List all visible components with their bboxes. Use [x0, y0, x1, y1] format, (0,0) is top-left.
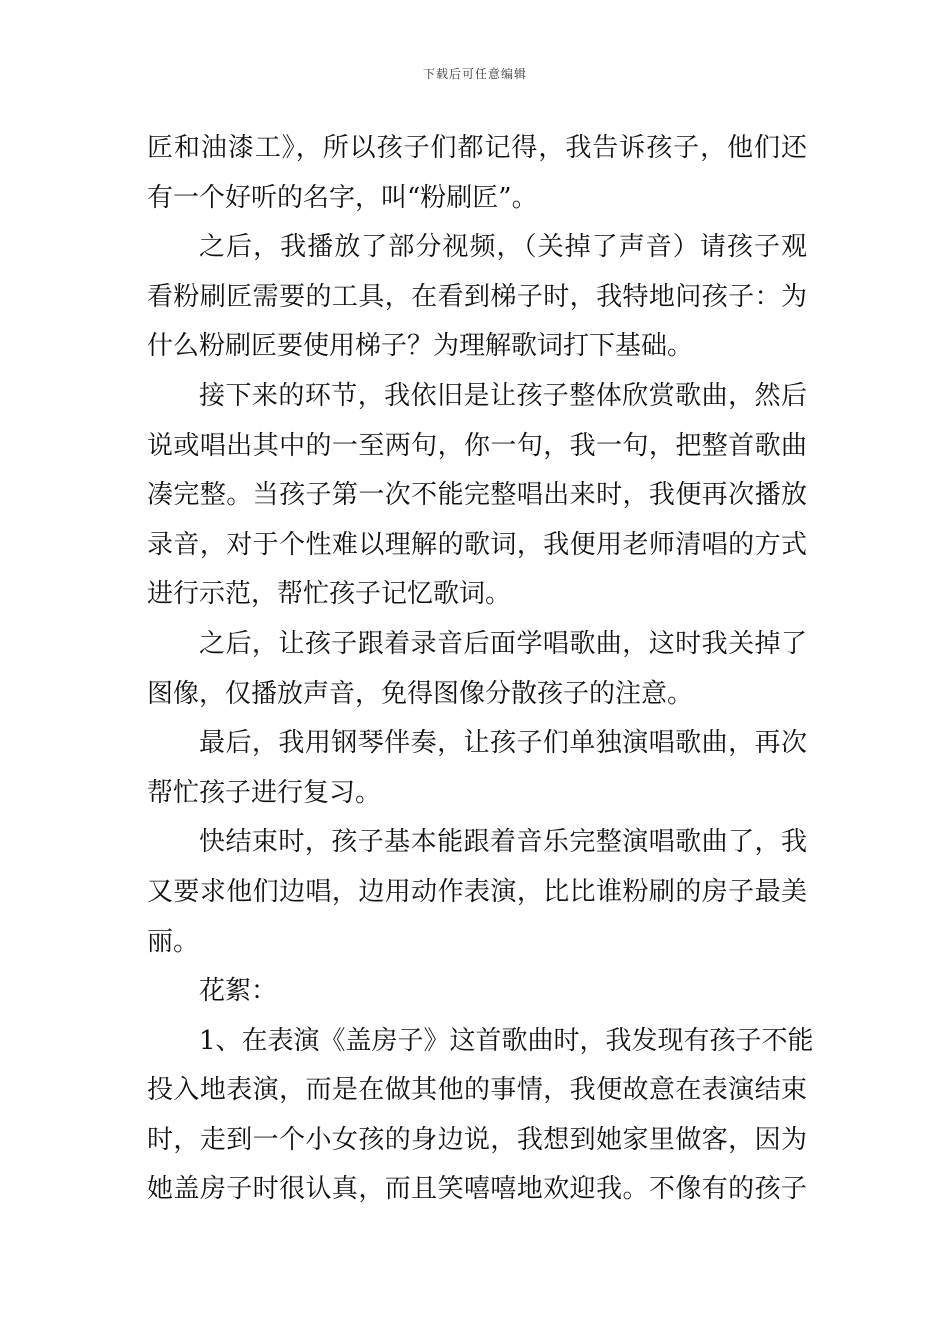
text-line: 之后，我播放了部分视频，（关掉了声音）请孩子观	[199, 232, 807, 263]
body-text	[147, 124, 814, 1215]
text-line: 帮忙孩子进行复习。	[147, 777, 382, 808]
text-line: 图像，仅播放声音，免得图像分散孩子的注意。	[147, 678, 694, 709]
text-line: 录音，对于个性难以理解的歌词，我便用老师清唱的方式	[147, 529, 807, 560]
text-line: 投入地表演，而是在做其他的事情，我便故意在表演结束	[147, 1075, 807, 1106]
text-line: 1、在表演《盖房子》这首歌曲时，我发现有孩子不能	[199, 1025, 814, 1056]
text-line: 时，走到一个小女孩的身边说，我想到她家里做客，因为	[147, 1124, 807, 1155]
text-line: 进行示范，帮忙孩子记忆歌词。	[147, 579, 512, 610]
text-line: 又要求他们边唱，边用动作表演，比比谁粉刷的房子最美	[147, 876, 807, 907]
text-line: 之后，让孩子跟着录音后面学唱歌曲，这时我关掉了	[199, 628, 807, 659]
text-line: 快结束时，孩子基本能跟着音乐完整演唱歌曲了，我	[199, 827, 807, 858]
text-line: 最后，我用钢琴伴奏，让孩子们单独演唱歌曲，再次	[199, 728, 807, 759]
text-line: 说或唱出其中的一至两句，你一句，我一句，把整首歌曲	[147, 430, 807, 461]
text-line: 有一个好听的名字，叫“粉刷匠”。	[147, 182, 538, 213]
text-line: 花絮：	[199, 976, 278, 1007]
page-header-note: 下载后可任意编辑	[422, 67, 527, 81]
text-line: 接下来的环节，我依旧是让孩子整体欣赏歌曲，然后	[199, 380, 807, 411]
text-line: 匠和油漆工》，所以孩子们都记得，我告诉孩子，他们还	[147, 133, 807, 163]
text-line: 她盖房子时很认真，而且笑嘻嘻地欢迎我。不像有的孩子	[147, 1174, 807, 1205]
text-line: 丽。	[147, 926, 200, 957]
text-line: 凑完整。当孩子第一次不能完整唱出来时，我便再次播放	[147, 480, 807, 511]
text-line: 什么粉刷匠要使用梯子？为理解歌词打下基础。	[147, 331, 694, 362]
text-line: 看粉刷匠需要的工具，在看到梯子时，我特地问孩子：为	[147, 281, 807, 312]
